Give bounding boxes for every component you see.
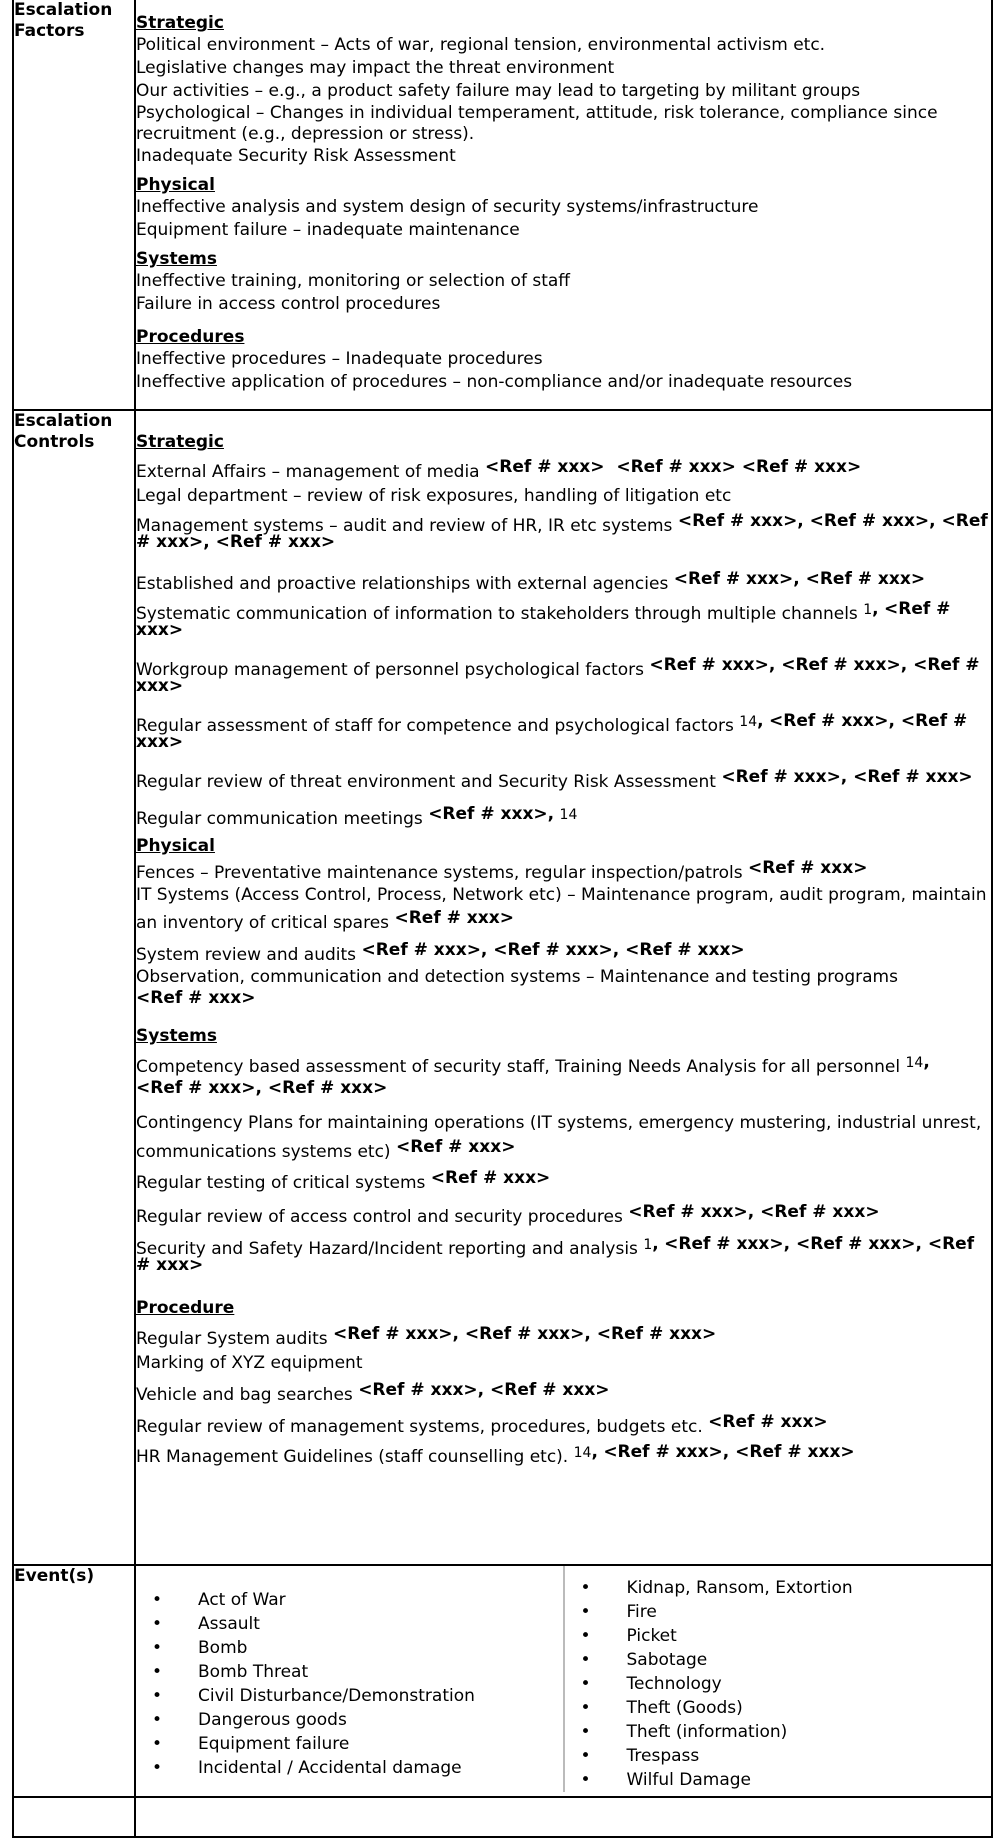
ref-marker: <Ref # xxx> bbox=[747, 858, 868, 878]
list-item: • Dangerous goods bbox=[136, 1708, 563, 1732]
list-item bbox=[136, 1202, 991, 1229]
list-item: • Bomb Threat bbox=[136, 1660, 563, 1684]
list-item bbox=[136, 457, 991, 484]
list-item bbox=[136, 940, 991, 967]
ref-marker: <Ref # xxx> bbox=[708, 1412, 828, 1432]
item-text: System review and audits bbox=[136, 945, 357, 965]
footnote-marker: 1 bbox=[643, 1237, 653, 1253]
row-label-escalation-factors bbox=[13, 0, 135, 410]
ref-marker: <Ref # xxx> bbox=[428, 804, 548, 824]
events-row bbox=[13, 1565, 992, 1797]
list-item bbox=[136, 1412, 991, 1439]
section-heading-procedure: Procedure bbox=[136, 1298, 235, 1318]
events-list-1 bbox=[136, 1588, 563, 1780]
item-text: HR Management Guidelines (staff counselling etc). bbox=[136, 1447, 569, 1467]
list-item bbox=[136, 967, 991, 1009]
escalation-factors-content bbox=[135, 0, 992, 410]
section-heading-systems: Systems bbox=[136, 1026, 217, 1046]
list-item: • Sabotage bbox=[565, 1648, 992, 1672]
list-item bbox=[136, 881, 991, 937]
ref-marker: <Ref # xxx>, <Ref # xxx>, <Ref # xxx> bbox=[136, 1234, 975, 1275]
item-text: Systematic communication of information to stakeholders through multiple channels bbox=[136, 604, 858, 624]
list-item: • Bomb bbox=[136, 1636, 563, 1660]
list-item: Regular communication meetings <Ref # xxx>, $^{14}$ bbox=[136, 804, 578, 829]
item-text: Fences – Preventative maintenance systems, regular inspection/patrols bbox=[136, 863, 743, 883]
list-item: HR Management Guidelines (staff counselling etc). $^{14}$, <Ref # xxx>, <Ref # xxx> bbox=[136, 1442, 855, 1467]
ref-marker: <Ref # xxx> bbox=[394, 908, 514, 928]
events-columns bbox=[136, 1566, 991, 1792]
list-item: Systematic communication of information to stakeholders through multiple channels $^1$, <Ref # xxx> bbox=[136, 599, 951, 640]
list-item: Ineffective application of procedures – non-compliance and/or inadequate resources bbox=[136, 372, 853, 392]
list-item: Regular assessment of staff for competence and psychological factors $^{14}$, <Ref # xxx>, <Ref # xxx> bbox=[136, 711, 968, 752]
list-item bbox=[136, 767, 991, 793]
list-item: Equipment failure – inadequate maintenance bbox=[136, 220, 520, 240]
item-text: Management systems – audit and review of HR, IR etc systems bbox=[136, 516, 673, 536]
escalation-table bbox=[12, 0, 993, 1838]
list-item bbox=[136, 569, 991, 596]
ref-marker: <Ref # xxx>, <Ref # xxx> bbox=[628, 1202, 880, 1222]
escalation-factors-row bbox=[13, 0, 992, 410]
item-text: IT Systems (Access Control, Process, Network etc) – Maintenance program, audit program, maintain an inventory of critical spares bbox=[136, 885, 987, 933]
list-item: • Theft (Goods) bbox=[565, 1696, 992, 1720]
ref-marker: <Ref # xxx> bbox=[136, 599, 951, 640]
list-item: Ineffective training, monitoring or selection of staff bbox=[136, 271, 570, 291]
item-text: Vehicle and bag searches bbox=[136, 1385, 353, 1405]
list-item bbox=[136, 484, 991, 508]
list-item: • Wilful Damage bbox=[565, 1768, 992, 1792]
list-item bbox=[136, 655, 991, 702]
ref-marker: <Ref # xxx>, <Ref # xxx>, <Ref # xxx> bbox=[361, 940, 745, 960]
list-item: • Fire bbox=[565, 1600, 992, 1624]
list-item: • Kidnap, Ransom, Extortion bbox=[565, 1576, 992, 1600]
ref-marker: <Ref # xxx>, <Ref # xxx>, <Ref # xxx> bbox=[136, 655, 980, 696]
events-column-1 bbox=[136, 1566, 563, 1792]
events-label: Event(s) bbox=[14, 1566, 95, 1586]
footnote-marker: 14 bbox=[573, 1445, 592, 1461]
next-row-partial bbox=[13, 1797, 992, 1837]
list-item bbox=[136, 1380, 991, 1407]
ref-marker: <Ref # xxx>, <Ref # xxx> bbox=[136, 711, 968, 752]
item-text: Competency based assessment of security staff, Training Needs Analysis for all personnel bbox=[136, 1057, 901, 1077]
ref-marker: <Ref # xxx>, <Ref # xxx>, <Ref # xxx>, <Ref # xxx> bbox=[136, 511, 988, 552]
list-item bbox=[136, 1324, 991, 1351]
ref-marker: <Ref # xxx> <Ref # xxx> <Ref # xxx> bbox=[485, 457, 862, 477]
item-text: Regular communication meetings bbox=[136, 809, 423, 829]
item-text: Regular assessment of staff for competence and psychological factors bbox=[136, 716, 734, 736]
item-text: Observation, communication and detection systems – Maintenance and testing programs bbox=[136, 967, 898, 987]
ref-marker: <Ref # xxx> bbox=[136, 988, 256, 1008]
ref-marker: <Ref # xxx>, <Ref # xxx> bbox=[358, 1380, 610, 1400]
list-item: • Theft (information) bbox=[565, 1720, 992, 1744]
events-list-2 bbox=[565, 1576, 992, 1792]
section-heading-physical: Physical bbox=[136, 836, 215, 856]
list-item: Our activities – e.g., a product safety failure may lead to targeting by militant groups bbox=[136, 81, 861, 101]
list-item: • Trespass bbox=[565, 1744, 992, 1768]
item-text: Regular testing of critical systems bbox=[136, 1173, 426, 1193]
list-item: Security and Safety Hazard/Incident reporting and analysis $^1$, <Ref # xxx>, <Ref # xxx>, <Ref # xxx> bbox=[136, 1234, 975, 1275]
ref-marker: <Ref # xxx>, <Ref # xxx> bbox=[673, 569, 926, 589]
section-heading-strategic: Strategic bbox=[136, 432, 224, 452]
section-heading-systems: Systems bbox=[136, 249, 217, 269]
ref-marker: <Ref # xxx> bbox=[395, 1137, 516, 1157]
list-item: Failure in access control procedures bbox=[136, 294, 441, 314]
list-item: • Assault bbox=[136, 1612, 563, 1636]
footnote-marker: 14 bbox=[905, 1055, 924, 1071]
item-text: Workgroup management of personnel psychological factors bbox=[136, 660, 644, 680]
ref-marker: <Ref # xxx> bbox=[430, 1168, 551, 1188]
list-item: Inadequate Security Risk Assessment bbox=[136, 146, 456, 166]
item-text: Marking of XYZ equipment bbox=[136, 1353, 363, 1373]
list-item: Ineffective procedures – Inadequate procedures bbox=[136, 349, 543, 369]
list-item: Political environment – Acts of war, regional tension, environmental activism etc. bbox=[136, 35, 826, 55]
escalation-factors-label: Escalation Factors bbox=[14, 0, 113, 41]
section-heading-strategic: Strategic bbox=[136, 13, 224, 33]
ref-marker: <Ref # xxx>, <Ref # xxx> bbox=[603, 1442, 855, 1462]
list-item: • Act of War bbox=[136, 1588, 563, 1612]
list-item bbox=[136, 1351, 991, 1375]
item-text: Legal department – review of risk exposures, handling of litigation etc bbox=[136, 486, 732, 506]
ref-marker: <Ref # xxx>, <Ref # xxx>, <Ref # xxx> bbox=[333, 1324, 717, 1344]
list-item bbox=[136, 1168, 991, 1195]
item-text: Regular review of threat environment and Security Risk Assessment bbox=[136, 772, 716, 792]
footnote-marker: 14 bbox=[559, 807, 578, 823]
escalation-controls-row bbox=[13, 410, 992, 1565]
escalation-controls-content bbox=[135, 410, 992, 1565]
list-item: Legislative changes may impact the threat environment bbox=[136, 58, 615, 78]
item-text: Regular review of management systems, procedures, budgets etc. bbox=[136, 1417, 703, 1437]
footnote-marker: 14 bbox=[739, 714, 758, 730]
footnote-marker: 1 bbox=[863, 602, 873, 618]
item-text: Established and proactive relationships with external agencies bbox=[136, 574, 669, 594]
ref-marker: <Ref # xxx>, <Ref # xxx> bbox=[136, 1078, 388, 1098]
section-heading-procedures: Procedures bbox=[136, 327, 245, 347]
item-text: Regular System audits bbox=[136, 1329, 328, 1349]
row-label-events bbox=[13, 1565, 135, 1797]
list-item: • Incidental / Accidental damage bbox=[136, 1756, 563, 1780]
item-text: Security and Safety Hazard/Incident reporting and analysis bbox=[136, 1239, 638, 1259]
next-row-content bbox=[135, 1797, 992, 1837]
list-item bbox=[136, 1109, 991, 1167]
item-text: Regular review of access control and security procedures bbox=[136, 1207, 623, 1227]
item-text: External Affairs – management of media bbox=[136, 462, 480, 482]
item-text: Contingency Plans for maintaining operations (IT systems, emergency mustering, industrial unrest, communications systems etc) bbox=[136, 1113, 982, 1162]
list-item: • Equipment failure bbox=[136, 1732, 563, 1756]
events-content bbox=[135, 1565, 992, 1797]
section-heading-physical: Physical bbox=[136, 175, 215, 195]
list-item: • Technology bbox=[565, 1672, 992, 1696]
list-item bbox=[136, 511, 991, 558]
list-item: Psychological – Changes in individual temperament, attitude, risk tolerance, compliance since recruitment (e.g., depression or stress). bbox=[136, 103, 938, 144]
events-column-2 bbox=[563, 1566, 992, 1792]
row-label-escalation-controls bbox=[13, 410, 135, 1565]
escalation-controls-label: Escalation Controls bbox=[14, 411, 113, 452]
ref-marker: <Ref # xxx>, <Ref # xxx> bbox=[721, 767, 973, 787]
list-item: • Civil Disturbance/Demonstration bbox=[136, 1684, 563, 1708]
list-item: Ineffective analysis and system design of security systems/infrastructure bbox=[136, 197, 759, 217]
list-item: • Picket bbox=[565, 1624, 992, 1648]
list-item: Competency based assessment of security staff, Training Needs Analysis for all personnel $^{14}$, <Ref # xxx>, <Ref # xxx> bbox=[136, 1052, 930, 1098]
next-row-label bbox=[13, 1797, 135, 1837]
